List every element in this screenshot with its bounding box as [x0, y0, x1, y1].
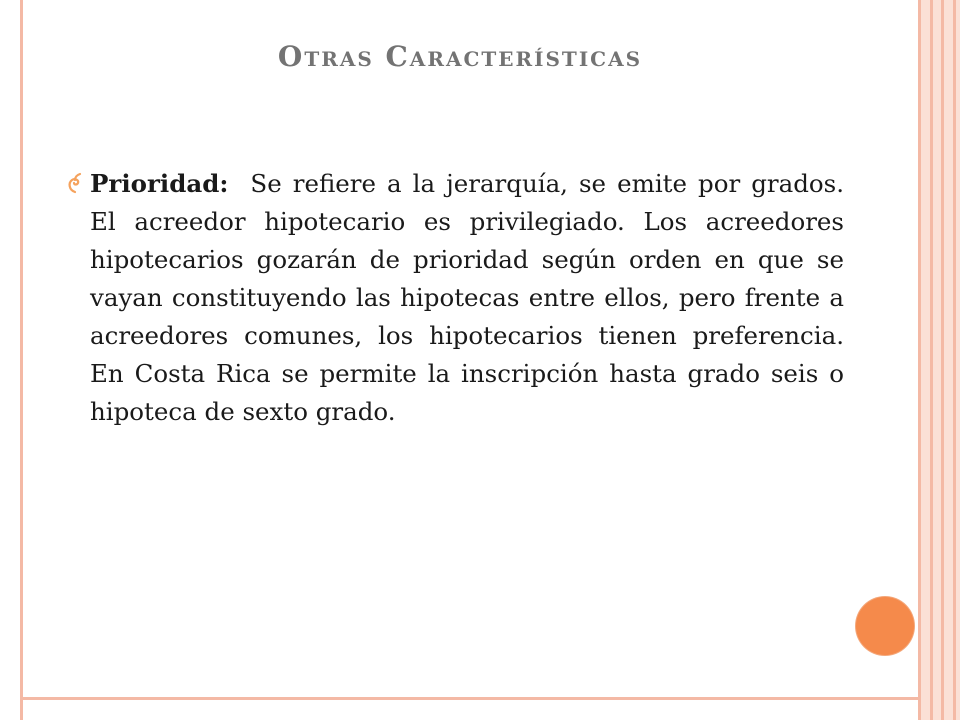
frame-left-line: [20, 0, 23, 720]
swirl-bullet-icon: [66, 167, 84, 189]
decorative-stripe: [921, 0, 930, 720]
accent-circle: [856, 597, 914, 655]
bullet-term: Prioridad:: [90, 169, 229, 198]
slide-body: [68, 165, 860, 431]
decorative-stripe: [933, 0, 941, 720]
bullet-item: [68, 165, 860, 431]
bullet-text: Se refiere a la jerarquía, se emite por grados. El acreedor hipotecario es privilegiado. Los acreedores hipotecarios gozarán de prioridad según orden en que se vayan constituyendo las hipotecas entre ellos, pero frente a acreedores comunes, los hipotecarios tienen preferencia. En Costa Rica se permite la inscripción hasta grado seis o hipoteca de sexto grado.: [90, 169, 860, 426]
decorative-stripe: [944, 0, 953, 720]
slide-title: Otras Características: [277, 40, 643, 73]
frame-bottom-line: [20, 697, 920, 700]
decorative-stripe: [956, 0, 960, 720]
